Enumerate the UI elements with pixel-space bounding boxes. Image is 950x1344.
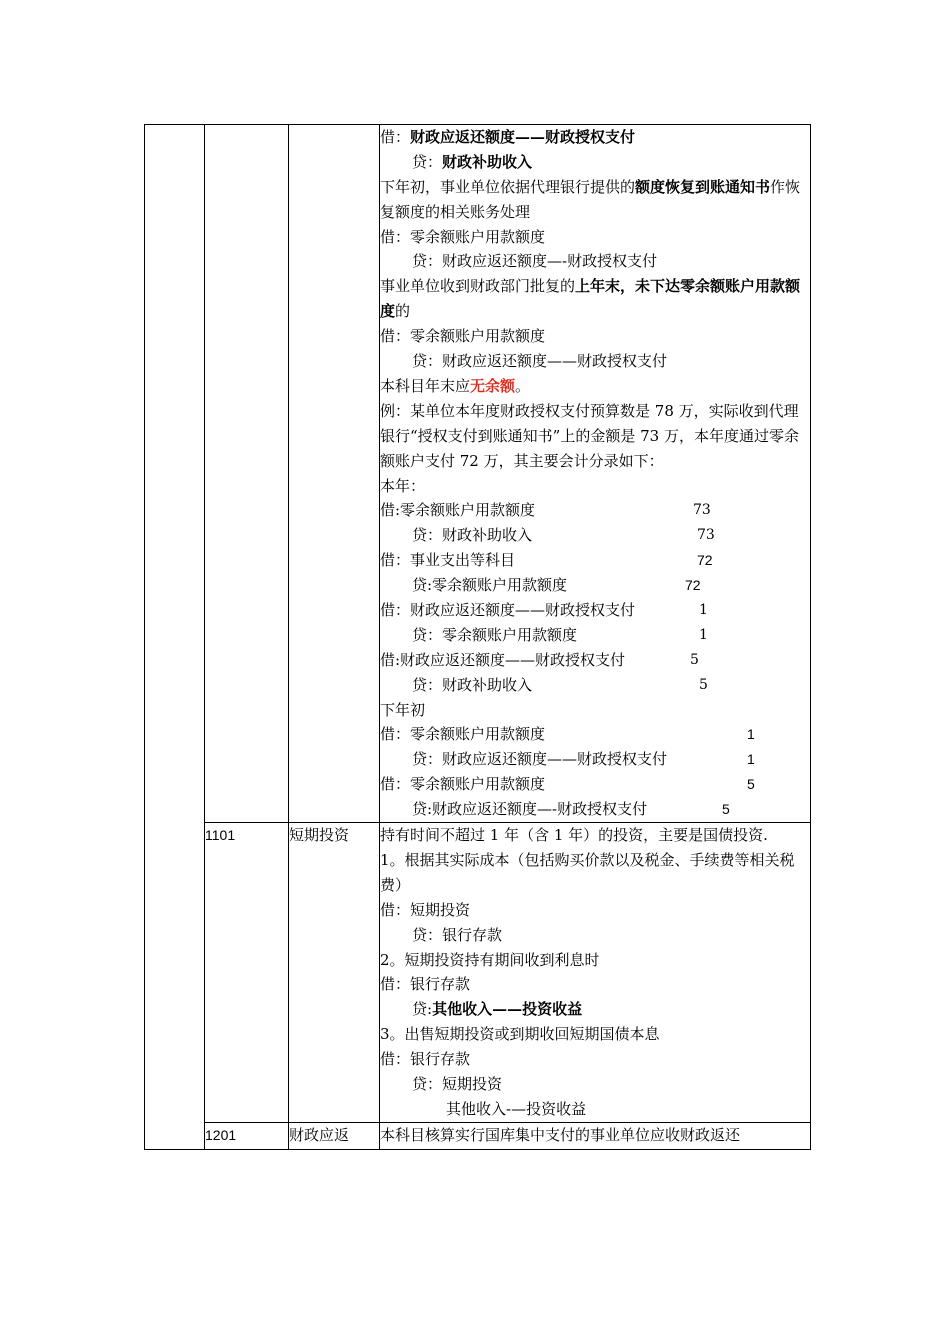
text-paragraph: 持有时间不超过 1 年（含 1 年）的投资，主要是国债投资. [380, 826, 768, 845]
text-line: 借：财政应返还额度——财政授权支付 [380, 128, 636, 146]
text-line: 3。出售短期投资或到期收回短期国债本息 [380, 1025, 660, 1044]
account-name: 短期投资 [289, 823, 380, 1123]
text-line: 其他收入-—投资收益 [446, 1099, 587, 1118]
table-row [145, 1122, 811, 1149]
table-row [145, 823, 811, 1123]
entry-line: 借：财政应返还额度——财政授权支付 1 [380, 598, 810, 623]
text-line: 本科目年末应无余额。 [380, 376, 531, 395]
account-description [380, 1122, 811, 1149]
table-row [145, 125, 811, 823]
entry-line: 贷：财政补助收入 5 [380, 673, 810, 698]
entry-amount: 1 [699, 602, 708, 619]
text-line: 本年： [380, 476, 426, 495]
blank-cell [145, 125, 205, 1150]
entry-amount: 73 [693, 502, 711, 519]
entry-line: 贷：零余额账户用款额度 1 [380, 623, 810, 648]
text-line: 贷：财政应返还额度—-财政授权支付 [412, 252, 658, 271]
entry-amount: 1 [747, 726, 755, 743]
account-description [380, 125, 811, 823]
text-line: 借：银行存款 [380, 1050, 471, 1069]
text-line: 借：短期投资 [380, 900, 471, 919]
entry-line: 贷：财政补助收入 73 [380, 523, 810, 548]
account-name [289, 125, 380, 823]
account-code [205, 125, 289, 823]
entry-amount: 72 [685, 577, 701, 594]
text-line: 借：银行存款 [380, 975, 471, 994]
entry-line: 贷:零余额账户用款额度 72 [380, 573, 810, 598]
entry-line: 借：零余额账户用款额度 5 [380, 772, 810, 797]
text-line: 贷：银行存款 [412, 925, 503, 944]
entry-line: 借:零余额账户用款额度 73 [380, 498, 810, 523]
entry-line: 借：零余额账户用款额度 1 [380, 722, 810, 747]
account-code: 1101 [205, 823, 289, 1123]
entry-amount: 5 [722, 801, 730, 818]
text-line: 贷：财政补助收入 [412, 152, 533, 171]
entry-amount: 5 [699, 676, 708, 693]
entry-amount: 72 [697, 552, 713, 569]
entry-line: 借:财政应返还额度——财政授权支付 5 [380, 648, 810, 673]
text-line: 贷：短期投资 [412, 1075, 503, 1093]
account-name: 财政应返 [289, 1122, 380, 1149]
text-paragraph: 事业单位收到财政部门批复的上年末，未下达零余额账户用款额度的 [380, 277, 801, 321]
text-line: 借：零余额账户用款额度 [380, 327, 546, 346]
account-description [380, 823, 811, 1123]
text-line: 本科目核算实行国库集中支付的事业单位应收财政返还 [380, 1125, 741, 1144]
account-code: 1201 [205, 1122, 289, 1149]
text-line: 2。短期投资持有期间收到利息时 [380, 950, 600, 969]
example-paragraph: 例：某单位本年度财政授权支付预算数是 78 万，实际收到代理银行“授权支付到账通知书”上的金额是 73 万，本年度通过零余额账户支付 72 万，其主要会计分录如下： [380, 401, 799, 470]
entry-amount: 1 [699, 626, 708, 643]
accounting-subjects-table [144, 124, 811, 1150]
text-line: 下年初 [380, 700, 426, 719]
text-paragraph: 1。根据其实际成本（包括购买价款以及税金、手续费等相关税费） [380, 850, 795, 894]
entry-amount: 5 [690, 651, 699, 668]
entry-line: 贷:财政应返还额度—-财政授权支付 5 [380, 797, 810, 822]
text-line: 贷：财政应返还额度——财政授权支付 [412, 352, 668, 371]
text-line: 贷:其他收入——投资收益 [412, 1000, 583, 1019]
entry-amount: 73 [697, 527, 715, 544]
entry-amount: 1 [747, 751, 755, 768]
text-line: 借：零余额账户用款额度 [380, 227, 546, 246]
entry-amount: 5 [747, 776, 755, 793]
entry-line: 借：事业支出等科目 72 [380, 548, 810, 573]
entry-line: 贷：财政应返还额度——财政授权支付 1 [380, 747, 810, 772]
text-paragraph: 下年初，事业单位依据代理银行提供的额度恢复到账通知书作恢复额度的相关账务处理 [380, 177, 801, 221]
